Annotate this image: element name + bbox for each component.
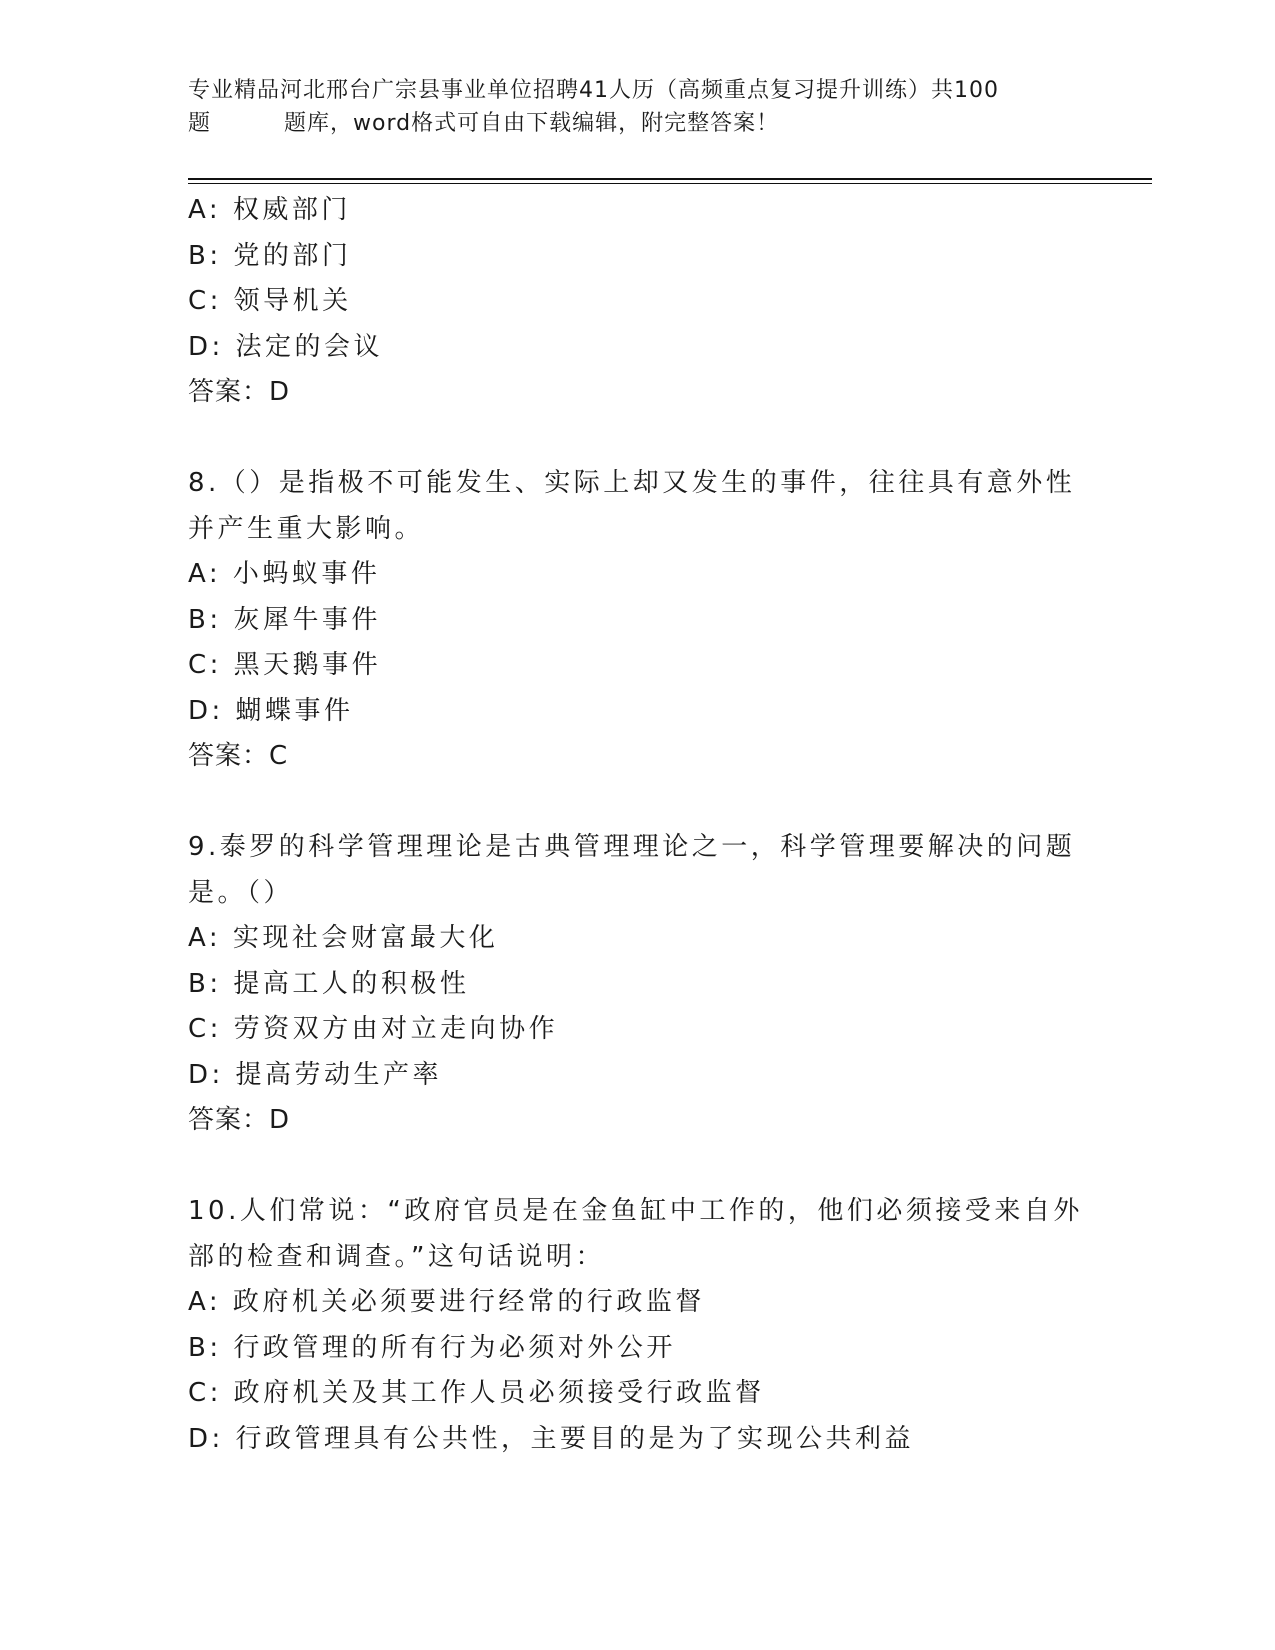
- option-a: A: 政府机关必须要进行经常的行政监督: [188, 1287, 705, 1317]
- option-a: A: 小蚂蚁事件: [188, 559, 381, 589]
- option-c: C: 劳资双方由对立走向协作: [188, 1014, 559, 1044]
- question-stem-line1: 9.泰罗的科学管理理论是古典管理理论之一，科学管理要解决的问题: [188, 832, 1076, 862]
- answer-line: 答案：D: [188, 377, 291, 407]
- question-stem-line2: 是。（）: [188, 877, 294, 908]
- header-title-line2: [188, 107, 1088, 140]
- page-header: [188, 74, 1088, 140]
- option-d: D: 提高劳动生产率: [188, 1059, 443, 1090]
- option-a: A: 实现社会财富最大化: [188, 923, 499, 953]
- question-stem-line1: 10.人们常说：“政府官员是在金鱼缸中工作的，他们必须接受来自外: [188, 1196, 1083, 1226]
- question-8: [188, 461, 1088, 780]
- question-7: [188, 188, 1088, 416]
- question-10: [188, 1189, 1088, 1462]
- header-title-line2-lead: 题: [188, 111, 212, 136]
- spacer: [188, 1144, 1088, 1190]
- option-d: D: 法定的会议: [188, 331, 384, 362]
- option-b: B: 提高工人的积极性: [188, 968, 470, 999]
- spacer: [188, 780, 1088, 826]
- answer-line: 答案：D: [188, 1105, 291, 1135]
- option-a: A: 权威部门: [188, 195, 351, 225]
- option-c: C: 领导机关: [188, 286, 352, 316]
- option-c: C: 政府机关及其工作人员必须接受行政监督: [188, 1378, 765, 1408]
- header-title-line2-rest: 题库，word格式可自由下载编辑，附完整答案！: [284, 111, 780, 136]
- header-title-line1: 专业精品河北邢台广宗县事业单位招聘41人历（高频重点复习提升训练）共100: [188, 78, 999, 103]
- option-d: D: 行政管理具有公共性，主要目的是为了实现公共利益: [188, 1423, 915, 1454]
- spacer: [188, 416, 1088, 462]
- question-9: [188, 825, 1088, 1144]
- question-stem-line1: 8.（）是指极不可能发生、实际上却又发生的事件，往往具有意外性: [188, 468, 1076, 498]
- option-b: B: 行政管理的所有行为必须对外公开: [188, 1332, 676, 1363]
- option-b: B: 党的部门: [188, 240, 352, 271]
- document-body: [188, 188, 1088, 1462]
- header-divider-thin: [188, 183, 1152, 184]
- question-stem-line2: 部的检查和调查。”这句话说明：: [188, 1241, 605, 1272]
- answer-line: 答案：C: [188, 741, 289, 771]
- question-stem-line2: 并产生重大影响。: [188, 513, 425, 544]
- header-divider-thick: [188, 178, 1152, 180]
- option-d: D: 蝴蝶事件: [188, 695, 354, 726]
- option-b: B: 灰犀牛事件: [188, 604, 381, 635]
- option-c: C: 黑天鹅事件: [188, 650, 382, 680]
